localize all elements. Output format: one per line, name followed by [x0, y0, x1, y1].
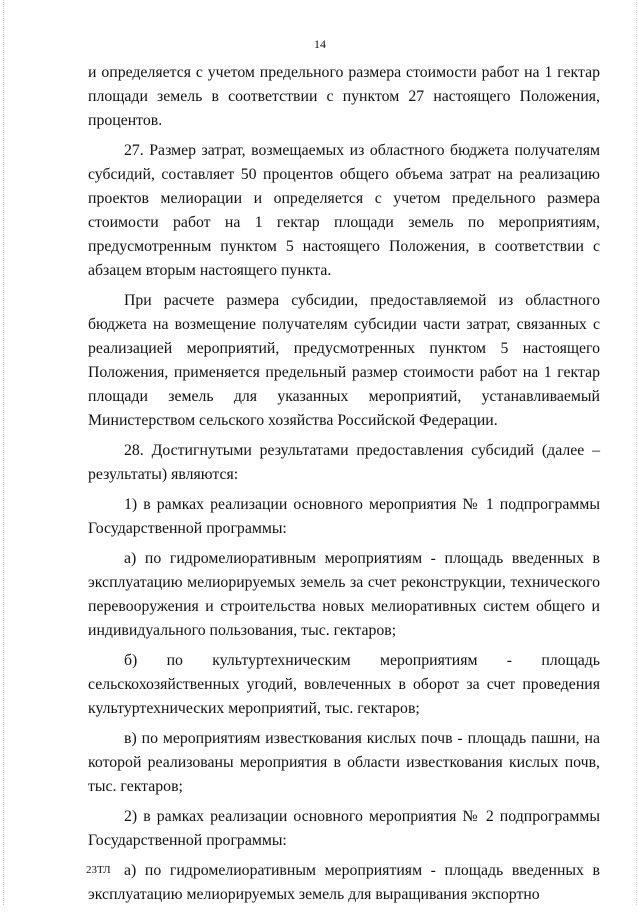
- footer-code: 23ТЛ: [86, 864, 111, 876]
- page-number: 14: [314, 37, 326, 51]
- paragraph-sub-1b: б) по культуртехническим мероприятиям - площадь сельскохозяйственных угодий, вовлеченных в оборот за счет проведения культуртехнических мероприятий, тыс. гектаров;: [88, 652, 600, 717]
- paragraph-sub-2a: а) по гидромелиоративным мероприятиям - площадь введенных в эксплуатацию мелиорируемых земель для выращивания экспортно: [88, 862, 600, 903]
- paragraph-sub-1: 1) в рамках реализации основного мероприятия № 1 подпрограммы Государственной программы:: [88, 496, 600, 537]
- paragraph-item-28: 28. Достигнутыми результатами предоставления субсидий (далее – результаты) являются:: [88, 442, 600, 483]
- paragraph-sub-1a: а) по гидромелиоративным мероприятиям - площадь введенных в эксплуатацию мелиорируемых земель за счет реконструкции, технического перевооружения и строительства новых мелиоративных систем общего и индивидуального пользования, тыс. гектаров;: [88, 550, 600, 639]
- document-body: [88, 61, 600, 913]
- paragraph-continuation: и определяется с учетом предельного размера стоимости работ на 1 гектар площади земель в соответствии с пунктом 27 настоящего Положения, процентов.: [88, 64, 600, 129]
- paragraph-subsidy-calculation: При расчете размера субсидии, предоставляемой из областного бюджета на возмещение получателям субсидии части затрат, связанных с реализацией мероприятий, предусмотренных пунктом 5 настоящего Положения, применяется предельный размер стоимости работ на 1 гектар площади земель для указанных мероприятий, устанавливаемый Министерством сельского хозяйства Российской Федерации.: [88, 292, 600, 429]
- paragraph-sub-2: 2) в рамках реализации основного мероприятия № 2 подпрограммы Государственной программы:: [88, 808, 600, 849]
- paragraph-item-27: 27. Размер затрат, возмещаемых из областного бюджета получателям субсидий, составляет 50 процентов общего объема затрат на реализацию проектов мелиорации и определяется с учетом предельного размера стоимости работ на 1 гектар площади земель по мероприятиям, предусмотренным пунктом 5 настоящего Положения, в соответствии с абзацем вторым настоящего пункта.: [88, 142, 600, 279]
- scan-edge-right: [636, 0, 637, 905]
- paragraph-sub-1v: в) по мероприятиям известкования кислых почв - площадь пашни, на которой реализованы мероприятия в области известкования кислых почв, тыс. гектаров;: [88, 730, 600, 795]
- scan-edge-left: [3, 0, 4, 905]
